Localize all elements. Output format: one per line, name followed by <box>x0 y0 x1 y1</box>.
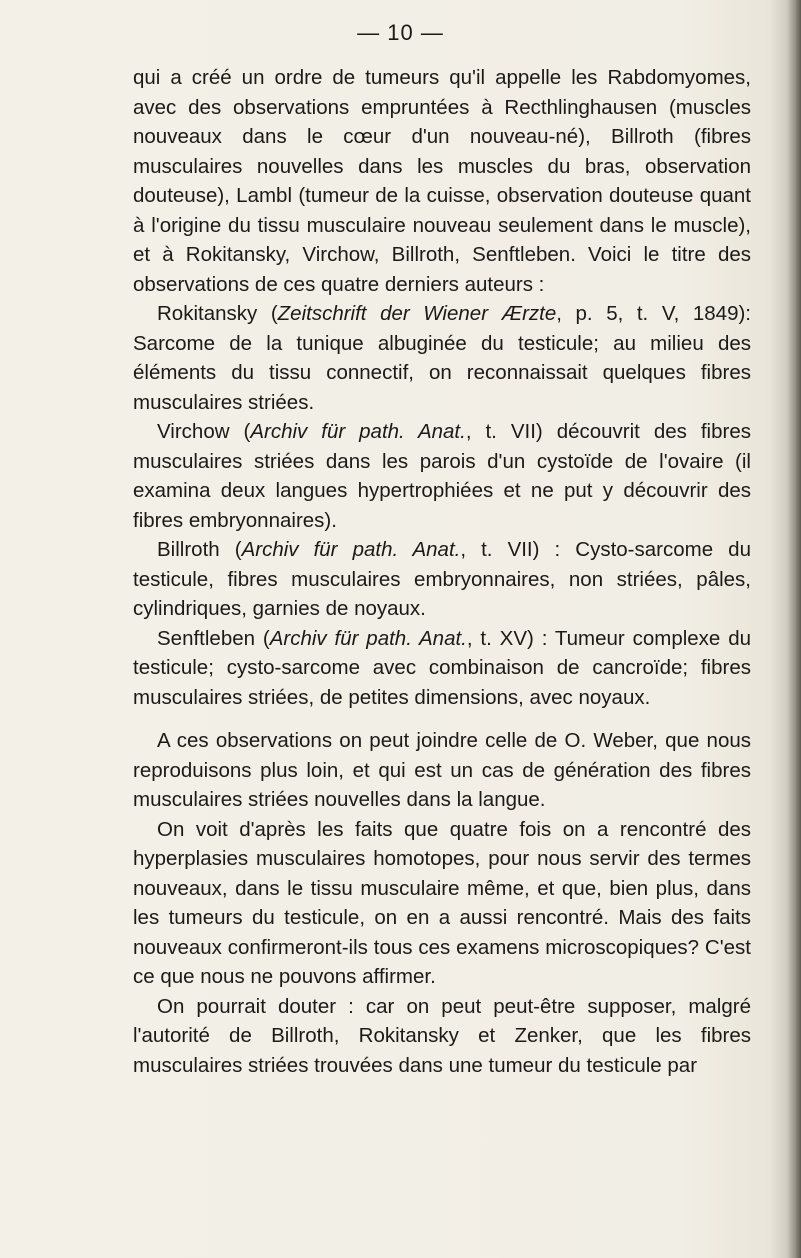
journal-title: Archiv für path. Anat. <box>269 626 467 650</box>
journal-title: Archiv für path. Anat. <box>241 538 461 561</box>
text-segment: qui a créé un ordre de tumeurs qu'il appelle les Rabdomyomes, avec des observations empruntées à Recthlinghausen (muscles nouveaux dans le cœur d'un nouveau-né), Billroth (fibres musculaires nouvelles dans les muscles du bras, observation douteuse), Lambl (tumeur de la cuisse, observation douteuse quant à l'origine du tissu musculaire nouveau seulement dans le muscle), et à Rokitansky, Virchow, Billroth, Senftleben. Voici le titre des observations de ces quatre derniers auteurs : <box>133 66 751 296</box>
page-number: — 10 — <box>357 20 444 45</box>
paragraph-hyperplasies <box>133 815 751 992</box>
text-segment: On pourrait douter : car on peut peut-être supposer, malgré l'autorité de Billroth, Rokitansky et Zenker, que les fibres musculaires striées trouvées dans une tumeur du testicule par <box>133 994 751 1077</box>
paragraph-weber <box>133 726 751 815</box>
body-text <box>133 63 751 1080</box>
journal-title: Zeitschrift der Wiener Ærzte <box>277 302 557 325</box>
text-segment: Senftleben ( <box>157 626 270 650</box>
paragraph-billroth <box>133 535 751 624</box>
text-segment: On voit d'après les faits que quatre fois on a rencontré des hyperplasies musculaires homotopes, pour nous servir des termes nouveaux, dans le tissu musculaire même, et que, bien plus, dans les tumeurs du testicule, on en a aussi rencontré. Mais des faits nouveaux confirmeront-ils tous ces examens microscopiques? C'est ce que nous ne pouvons affirmer. <box>133 817 751 988</box>
paragraph-intro <box>133 63 751 299</box>
text-segment: A ces observations on peut joindre celle de O. Weber, que nous reproduisons plus loin, et qui est un cas de génération des fibres musculaires striées nouvelles dans la langue. <box>133 729 751 811</box>
text-segment: Billroth ( <box>157 538 242 561</box>
text-segment: , t. VII) découvrit des fibres musculaires striées dans les parois d'un cystoïde de l'ovaire (il examina deux langues hypertrophiées et ne put y découvrir des fibres embryonnaires). <box>133 420 751 532</box>
text-segment: Virchow ( <box>157 420 251 443</box>
paragraph-senftleben <box>133 624 751 713</box>
paragraph-douter <box>133 992 751 1081</box>
text-segment: , t. XV) : Tumeur complexe du testicule; cysto-sarcome avec combinaison de cancroïde; fibres musculaires striées, de petites dimensions, avec noyaux. <box>133 626 751 709</box>
text-segment: Rokitansky ( <box>157 302 278 325</box>
text-segment: , p. 5, t. V, 1849): Sarcome de la tunique albuginée du testicule; au milieu des éléments du tissu connectif, on reconnaissait quelques fibres musculaires striées. <box>133 302 751 414</box>
text-segment: , t. VII) : Cysto-sarcome du testicule, fibres musculaires embryonnaires, non striées, pâles, cylindriques, garnies de noyaux. <box>133 538 751 620</box>
paragraph-virchow <box>133 417 751 535</box>
journal-title: Archiv für path. Anat. <box>250 420 466 443</box>
page-edge-shadow <box>787 0 801 1258</box>
paragraph-rokitansky <box>133 299 751 417</box>
